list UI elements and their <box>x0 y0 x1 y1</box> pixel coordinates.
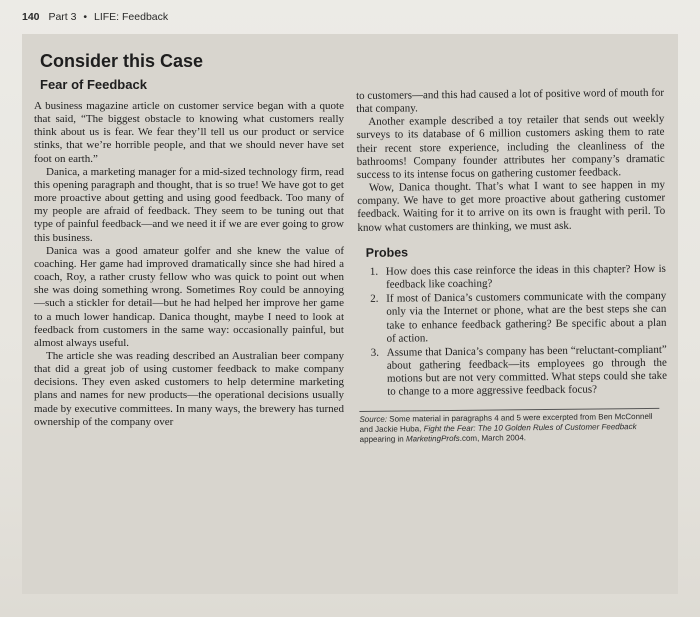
probe-number: 2. <box>370 292 379 306</box>
paragraph: to customers—and this had caused a lot of positive word of mouth for that company. <box>356 86 665 116</box>
left-column <box>34 100 344 429</box>
paragraph: Wow, Danica thought. That’s what I want to see happen in my company. We have to get more proactive about gathering customer feedback. Waiting for it to arrive on its own is fraught with peril. To know what customers are thinking, we must ask. <box>357 178 666 234</box>
source-text: appearing in <box>359 434 406 445</box>
source-book-title: Fight the Fear: The 10 Golden Rules of Customer Feedback <box>423 422 637 434</box>
page-number: 140 <box>22 11 40 23</box>
probe-text: If most of Danica’s customers communicate with the company only via the Internet or phone, what are the best steps she can take to enhance feedback gathering? Be specific about a plan of action. <box>386 289 667 345</box>
paragraph: Danica was a good amateur golfer and she knew the value of coaching. Her game had improved dramatically since she had hired a coach, Roy, a rather crusty fellow who was quick to point out when she was doing something wrong. Sometimes Roy could be annoying—such a stickler for detail—but he had helped her improve her game to a much lower handicap. Danica thought, maybe I need to look at feedback from customers in the same way: occasionally painful, but almost always useful. <box>34 244 344 349</box>
paragraph: A business magazine article on customer service began with a quote that said, “The biggest obstacle to knowing what customers really think about us is fear. We fear they’ll tell us our product or service stinks, that we’re horrible people, and that we should never have set foot on earth.” <box>34 100 344 165</box>
case-subtitle: Fear of Feedback <box>40 77 147 92</box>
probe-item <box>358 290 667 346</box>
probes-heading: Probes <box>365 245 409 260</box>
probe-item <box>359 344 668 400</box>
right-column <box>356 87 668 446</box>
probe-text: How does this case reinforce the ideas in this chapter? How is feedback like coaching? <box>385 262 666 291</box>
running-head <box>22 11 168 23</box>
paragraph: The article she was reading described an Australian beer company that did a great job of using customer feedback to make company decisions. They even asked customers to help determine marketing plans and names for new products—the operational decisions usually made by executive committees. In many ways, the brewery has turned ownership of the company over <box>34 349 344 428</box>
paragraph: Another example described a toy retailer that sends out weekly surveys to its database of 6 million customers asking them to rate their recent store experience, including the cleanliness of the bathrooms! Company founder attributes her company’s dramatic success to its intense focus on gathering customer feedback. <box>356 113 665 181</box>
probe-text: Assume that Danica’s company has been “reluctant-compliant” about gathering feedback—its employees go through the motions but are not very committed. What steps could she take to change to a more aggressive feedback focus? <box>386 343 668 398</box>
source-site: MarketingProfs <box>405 434 460 444</box>
source-text: .com, March 2004. <box>459 433 527 444</box>
source-text: Some material in paragraphs 4 and 5 were excerpted from Ben McConnell and Jackie Huba, <box>359 412 653 435</box>
paragraph: Danica, a marketing manager for a mid-sized technology firm, read this opening paragraph and thought, that is so true! We have got to get more proactive about getting and using good feedback. Too many of my people are afraid of feedback. They seem to be tuning out that type of painful feedback—and we need it if we are ever going to grow this business. <box>34 165 344 244</box>
source-label: Source: <box>359 415 388 425</box>
case-title: Consider this Case <box>40 51 204 71</box>
probe-number: 3. <box>370 346 380 359</box>
chapter-label: LIFE: Feedback <box>94 11 169 23</box>
part-label: Part 3 <box>48 11 77 23</box>
separator-bullet: • <box>83 11 88 23</box>
source-note <box>359 408 659 445</box>
probe-number: 1. <box>369 265 379 278</box>
probe-item <box>358 263 666 293</box>
probes-list <box>358 263 667 400</box>
